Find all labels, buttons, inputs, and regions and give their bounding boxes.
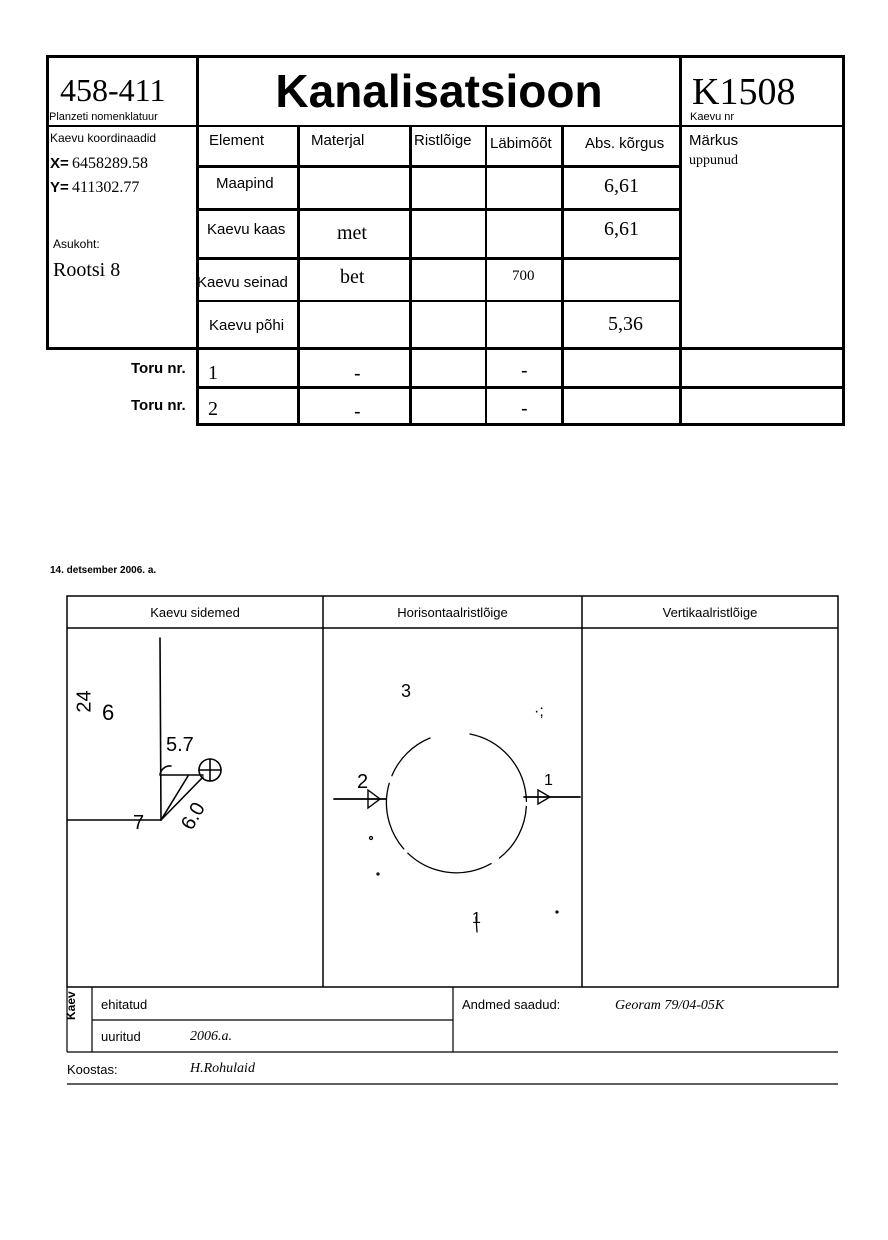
pipe-material: - — [354, 363, 361, 385]
hz-annotation-3: 3 — [401, 681, 412, 701]
nomenclature-label: Planzeti nomenklatuur — [49, 111, 158, 123]
col-title-horizontal: Horisontaalristlõige — [397, 605, 508, 620]
header-elevation: Abs. kõrgus — [585, 135, 665, 152]
x-label: X= — [50, 155, 69, 172]
annotation-7: 7 — [133, 812, 145, 834]
row-material: bet — [340, 266, 365, 288]
pipe-material: - — [354, 401, 361, 423]
built-label: ehitatud — [101, 997, 148, 1012]
coordinates-label: Kaevu koordinaadid — [50, 131, 157, 145]
remark-value: uppunud — [689, 153, 738, 168]
annotation-6-0: 6.0 — [176, 798, 210, 834]
page-title: Kanalisatsioon — [275, 65, 603, 117]
row-elevation: 5,36 — [608, 313, 643, 335]
header-element: Element — [209, 132, 265, 149]
header-remark: Märkus — [689, 132, 739, 149]
annotation-6: 6 — [102, 700, 115, 725]
x-value: 6458289.58 — [72, 155, 148, 172]
row-elevation: 6,61 — [604, 218, 639, 240]
annotation-24: 24 — [73, 690, 96, 713]
row-material: met — [337, 222, 367, 244]
well-number-value: K1508 — [692, 71, 796, 113]
row-element: Maapind — [216, 175, 274, 192]
y-value: 411302.77 — [72, 179, 140, 196]
annotation-5-7: 5.7 — [166, 734, 194, 756]
location-label: Asukoht: — [53, 237, 100, 251]
surveyed-value: 2006.a. — [190, 1029, 232, 1044]
hz-annotation-dot: ·; — [534, 703, 544, 720]
pipe-label: Toru nr. — [131, 360, 186, 377]
header-material: Materjal — [311, 132, 365, 149]
col-title-connections: Kaevu sidemed — [150, 605, 240, 620]
pipe-number: 1 — [208, 362, 218, 384]
row-diameter: 700 — [512, 268, 535, 284]
surveyed-label: uuritud — [101, 1029, 141, 1044]
hz-annotation-1b: 1 — [472, 910, 481, 927]
row-element: Kaevu kaas — [207, 221, 286, 238]
data-source-value: Georam 79/04-05K — [615, 998, 725, 1013]
y-label: Y= — [50, 179, 69, 196]
document-date: 14. detsember 2006. a. — [50, 565, 157, 576]
row-elevation: 6,61 — [604, 175, 639, 197]
row-element: Kaevu põhi — [209, 317, 285, 334]
author-value: H.Rohulaid — [190, 1061, 255, 1076]
pipe-label: Toru nr. — [131, 397, 186, 414]
hz-annotation-1: 1 — [544, 772, 553, 789]
pipe-diameter: - — [521, 360, 528, 382]
header-cross-section: Ristlõige — [414, 132, 472, 149]
kaev-label: Kaev — [64, 991, 78, 1020]
author-label: Koostas: — [67, 1062, 118, 1077]
well-number-label: Kaevu nr — [690, 111, 735, 123]
header-diameter: Läbimõõt — [490, 135, 552, 152]
nomenclature-value: 458-411 — [60, 72, 166, 108]
location-value: Rootsi 8 — [53, 259, 121, 281]
row-element: Kaevu seinad — [197, 274, 288, 291]
col-title-vertical: Vertikaalristlõige — [662, 605, 758, 620]
pipe-number: 2 — [208, 398, 218, 420]
hz-annotation-2: 2 — [357, 771, 369, 793]
pipe-diameter: - — [521, 398, 528, 420]
data-source-label: Andmed saadud: — [462, 997, 561, 1012]
